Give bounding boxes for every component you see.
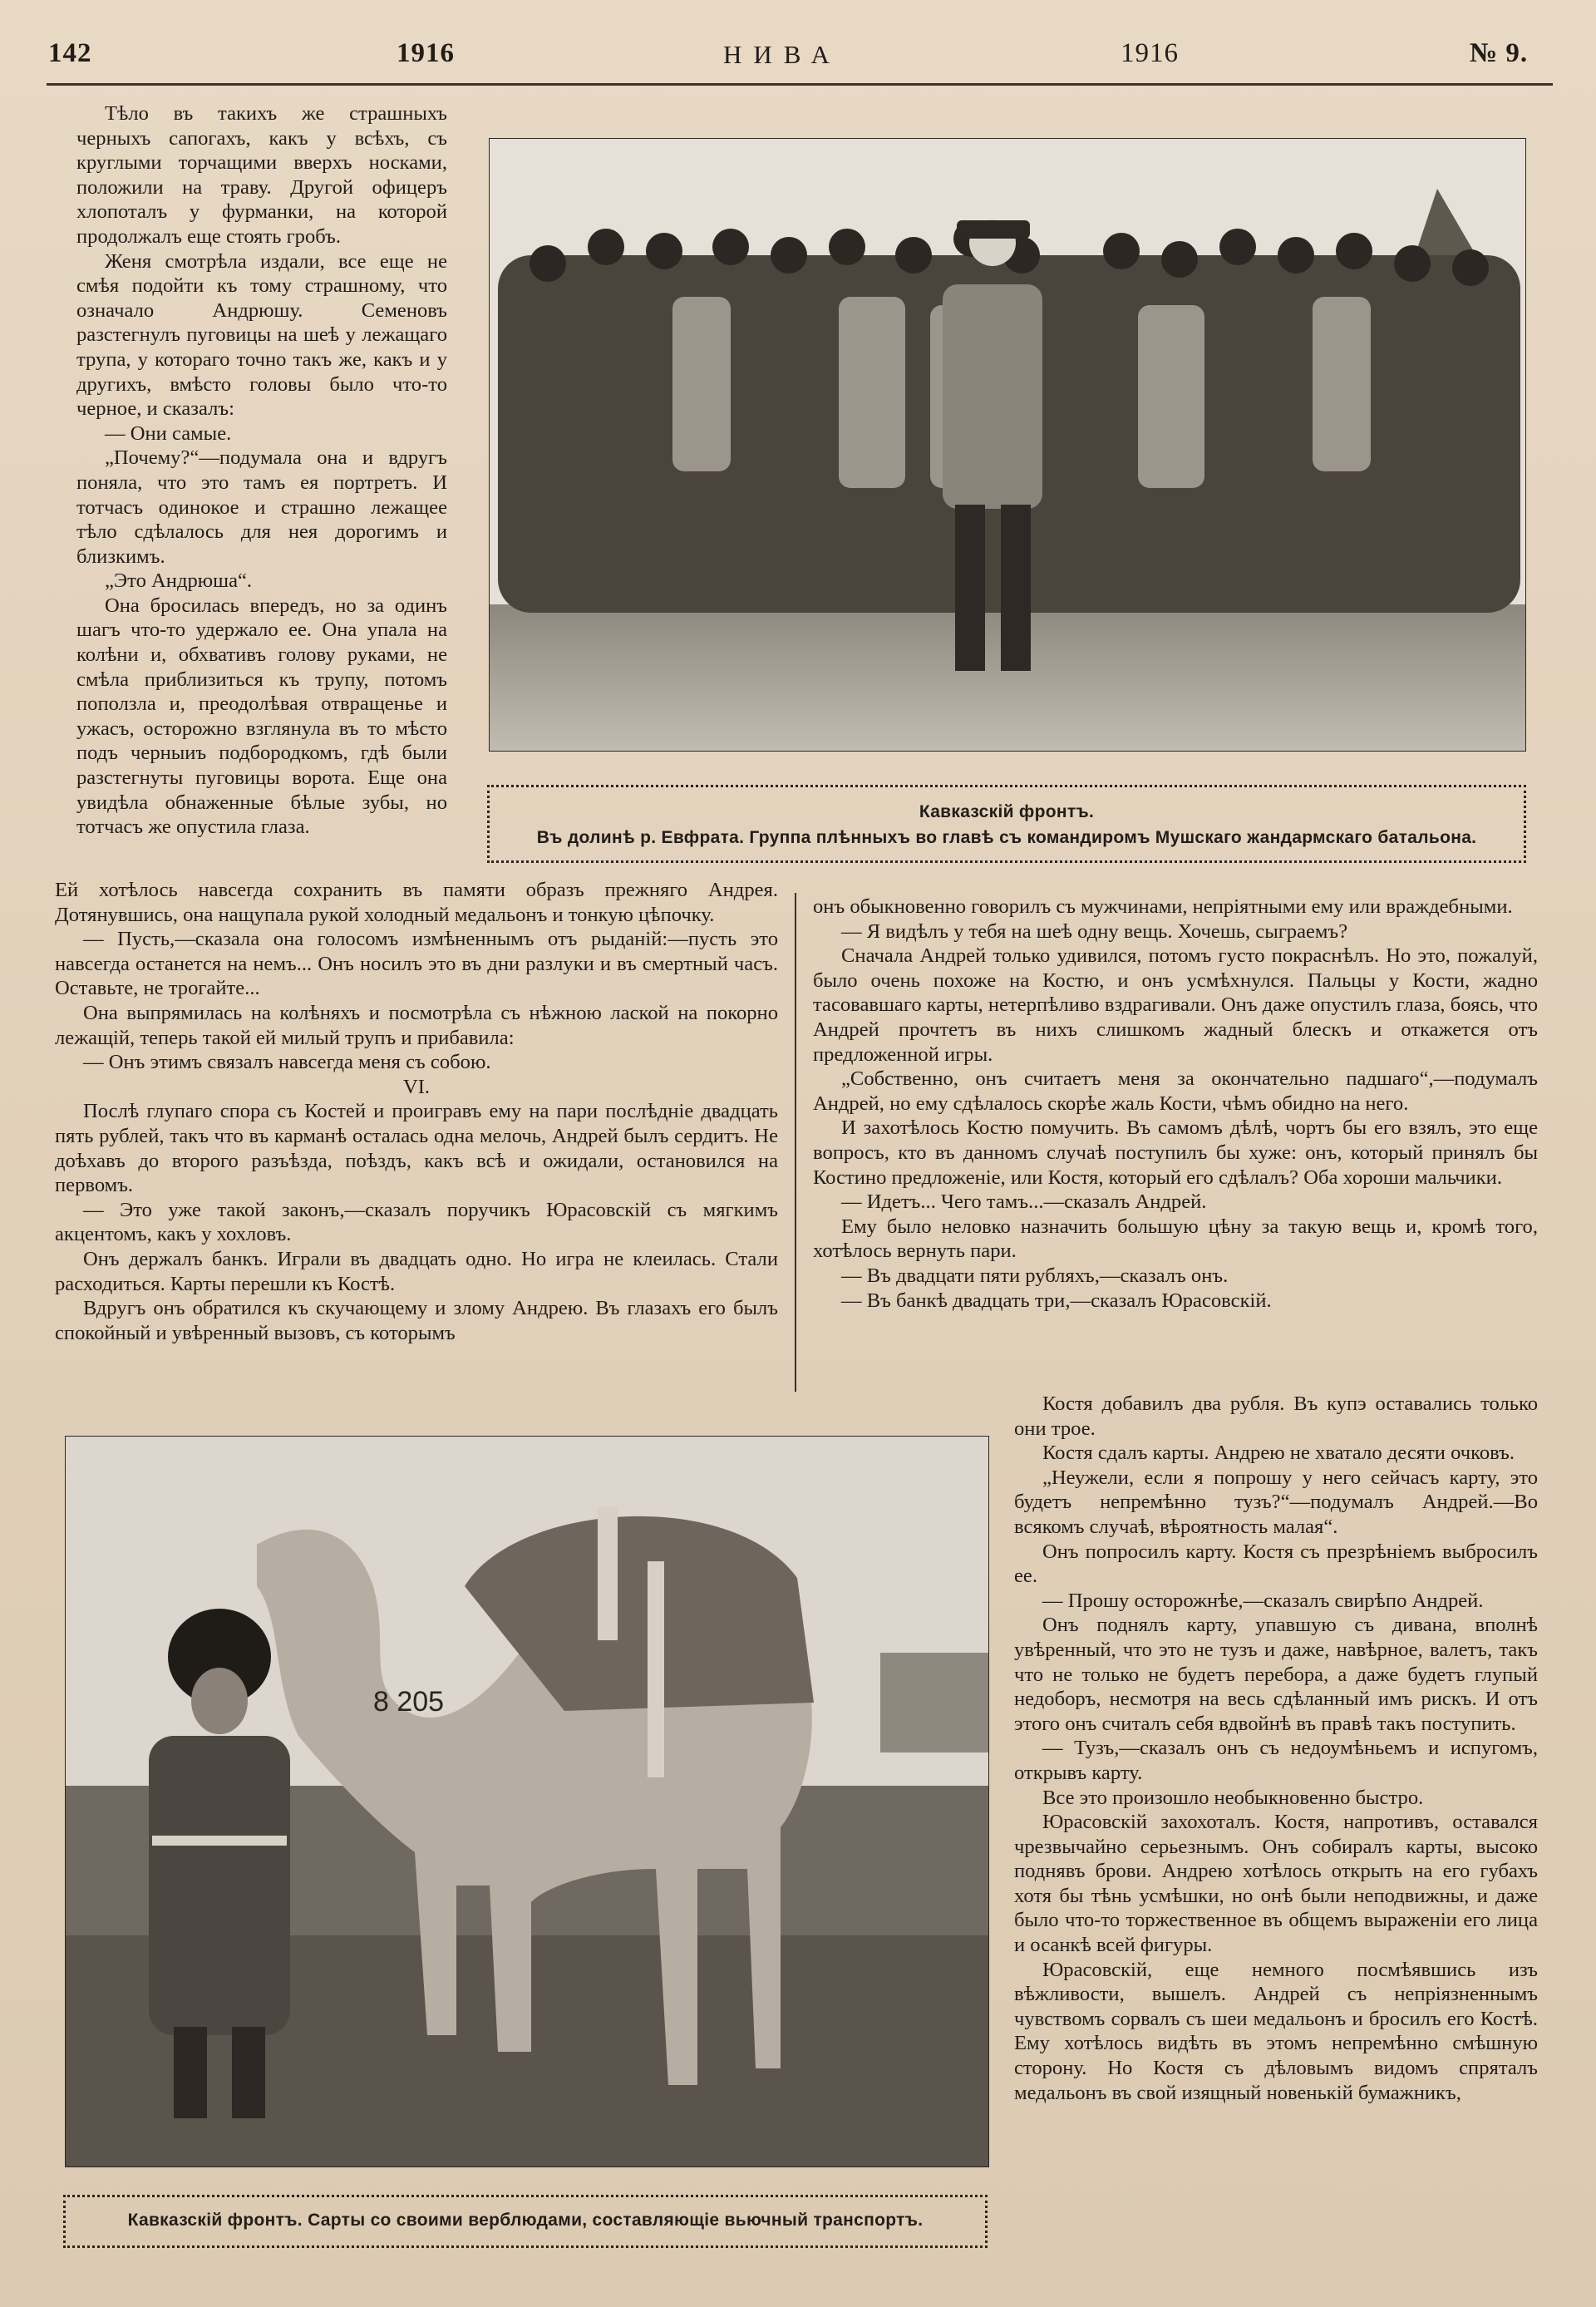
paragraph: Юрасовскій захохоталъ. Костя, напротивъ, оставался чрезвычайно серьезнымъ. Онъ собиралъ карты, высоко поднявъ брови. Андрею хотѣлось открыть на его губахъ хотя бы тѣнь усмѣшки, но онѣ были неподвижны, и даже было что-то торжественное въ общемъ выраженіи его лица и осанкѣ всей фигуры. xyxy=(1014,1811,1538,1957)
caption-top-line2: Въ долинѣ р. Евфрата. Группа плѣнныхъ во главѣ съ командиромъ Мушскаго жандармскаго батальона. xyxy=(536,828,1477,847)
column-left-wide xyxy=(55,878,778,1345)
paragraph: „Собственно, онъ считаетъ меня за окончательно падшаго“,—подумалъ Андрей, но ему сдѣлалось скорѣе жаль Кости, чѣмъ обидно на него. xyxy=(813,1067,1538,1115)
caption-top-line1: Кавказскій фронтъ. xyxy=(919,802,1095,821)
paragraph: Ей хотѣлось навсегда сохранить въ памяти образъ прежняго Андрея. Дотянувшись, она нащупала рукой холодный медальонъ и тонкую цѣпочку. xyxy=(55,879,778,926)
issue-number: № 9. xyxy=(1470,38,1529,68)
paragraph: — Въ двадцати пяти рубляхъ,—сказалъ онъ. xyxy=(841,1264,1229,1287)
photo-camel xyxy=(65,1436,989,2167)
paragraph: „Это Андрюша“. xyxy=(105,569,253,593)
paragraph: — Прошу осторожнѣе,—сказалъ свирѣпо Андрей. xyxy=(1042,1589,1484,1612)
paragraph: Костя добавилъ два рубля. Въ купэ оставались только они трое. xyxy=(1014,1393,1538,1440)
caption-bottom xyxy=(63,2195,988,2248)
page-number: 142 xyxy=(48,38,92,68)
column-right-narrow xyxy=(1014,1392,1538,2105)
photo-prisoners xyxy=(489,138,1526,752)
caption-bottom-line1: Кавказскій фронтъ. Сарты со своими верблюдами, составляющіе вьючный транспортъ. xyxy=(127,2211,924,2230)
paragraph: Она выпрямилась на колѣняхъ и посмотрѣла съ нѣжною лаской на покорно лежащій, теперь такой ей милый трупъ и прибавила: xyxy=(55,1001,778,1049)
paragraph: Онъ поднялъ карту, упавшую съ дивана, вполнѣ увѣренный, что это не тузъ и даже, навѣрное, валетъ, такъ что не только не будетъ перебора, а даже будетъ глупый недоборъ, несмотря на весь сдѣланный имъ рискъ. И отъ этого онъ считалъ себя вдвойнѣ въ правѣ такъ поступить. xyxy=(1014,1614,1538,1735)
paragraph: — Онъ этимъ связалъ навсегда меня съ собою. xyxy=(83,1051,491,1074)
paragraph: Вдругъ онъ обратился къ скучающему и злому Андрею. Въ глазахъ его былъ спокойный и увѣренный вызовъ, съ которымъ xyxy=(55,1297,778,1344)
paragraph: Все это произошло необыкновенно быстро. xyxy=(1042,1786,1424,1809)
paragraph: Сначала Андрей только удивился, потомъ густо покраснѣлъ. Но это, пожалуй, было очень похоже на Костю, и онъ усмѣхнулся. Пальцы у Кости, жадно тасовавшаго карты, нетерпѣливо вздрагивали. Онъ даже опустилъ глаза, боясь, что Андрей прочтетъ въ нихъ слишкомъ жадный блескъ и откажется отъ предложенной игры. xyxy=(813,944,1538,1066)
paragraph: — Они самые. xyxy=(105,421,232,445)
paragraph: — Тузъ,—сказалъ онъ съ недоумѣньемъ и испугомъ, открывъ карту. xyxy=(1014,1737,1538,1784)
paragraph: Онъ держалъ банкъ. Играли въ двадцать одно. Но игра не клеилась. Стали расходиться. Карты перешли къ Костѣ. xyxy=(55,1247,778,1295)
header-year-left: 1916 xyxy=(397,38,455,68)
paragraph: онъ обыкновенно говорилъ съ мужчинами, непріятными ему или враждебными. xyxy=(813,895,1513,918)
masthead-title: НИВА xyxy=(723,40,841,69)
paragraph: „Почему?“—подумала она и вдругъ поняла, что это тамъ ея портретъ. И тотчасъ одинокое и страшно лежащее тѣло сдѣлалось для нея дорогимъ и близкимъ. xyxy=(76,446,447,568)
column-rule xyxy=(795,893,796,1392)
paragraph: Она бросилась впередъ, но за одинъ шагъ что-то удержало ее. Она упала на колѣни и, обхвативъ голову руками, не смѣла приблизиться къ трупу, потомъ поползла и, преодолѣвая отвращенье и ужасъ, осторожно взглянула въ то мѣсто подъ черныиъ подбородкомъ, гдѣ были разстегнуты пуговицы ворота. Еще она увидѣла обнаженные бѣлые зубы, но тотчасъ же опустила глаза. xyxy=(76,594,447,839)
paragraph: Онъ попросилъ карту. Костя съ презрѣніемъ выбросилъ ее. xyxy=(1014,1540,1538,1588)
paragraph: Послѣ глупаго спора съ Костей и проигравъ ему на пари послѣдніе двадцать пять рублей, такъ что въ карманѣ осталась одна мелочь, Андрей былъ сердитъ. Не доѣхавъ до второго разъѣзда, поѣздъ, какъ всѣ и ожидали, остановился на первомъ. xyxy=(55,1100,778,1197)
paragraph: Ему было неловко назначить большую цѣну за такую вещь и, кромѣ того, хотѣлось вернуть пари. xyxy=(813,1215,1538,1263)
column-right-mid xyxy=(813,895,1538,1313)
paragraph: И захотѣлось Костю помучить. Въ самомъ дѣлѣ, чортъ бы его взялъ, это еще вопросъ, кто въ данномъ случаѣ поступилъ бы хуже: онъ, который принялъ бы Костино предложеніе, или Костя, который его сдѣлалъ? Оба хороши мальчики. xyxy=(813,1117,1538,1189)
section-number: VI. xyxy=(402,1075,431,1098)
paragraph: — Идетъ... Чего тамъ...—сказалъ Андрей. xyxy=(841,1190,1207,1214)
photo-camel-drawing xyxy=(66,1437,988,2167)
paragraph: Женя смотрѣла издали, все еще не смѣя подойти къ тому страшному, что означало Андрюшу. Семеновъ разстегнулъ пуговицы на шеѣ у лежащаго трупа, у котораго точно такъ же, какъ и у другихъ, вмѣсто головы было что-то черное, и сказалъ: xyxy=(76,249,447,421)
photo-prisoners-drawing xyxy=(490,139,1525,751)
camel-marking: 8 205 xyxy=(373,1686,445,1718)
paragraph: „Неужели, если я попрошу у него сейчасъ карту, это будетъ непремѣнно тузъ?“—подумалъ Андрей.—Во всякомъ случаѣ, вѣроятность малая“. xyxy=(1014,1466,1538,1538)
paragraph: Тѣло въ такихъ же страшныхъ черныхъ сапогахъ, какъ у всѣхъ, съ круглыми торчащими вверхъ носками, положили на траву. Другой офицеръ хлопоталъ у фурманки, на которой продолжалъ еще стоять гробъ. xyxy=(76,102,447,248)
paragraph: — Въ банкѣ двадцать три,—сказалъ Юрасовскій. xyxy=(841,1289,1272,1312)
paragraph: Юрасовскій, еще немного посмѣявшись изъ вѣжливости, вышелъ. Андрей съ непріязненнымъ чувствомъ сорвалъ съ шеи медальонъ и бросилъ его Костѣ. Ему хотѣлось видѣть въ этомъ непремѣнно смѣшную сторону. Но Костя съ дѣловымъ видомъ спряталъ медальонъ въ свой изящный новенькій бумажникъ, xyxy=(1014,1958,1538,2104)
paragraph: — Пусть,—сказала она голосомъ измѣненнымъ отъ рыданій:—пусть это навсегда останется на немъ... Онъ носилъ это въ дни разлуки и въ смертный часъ. Оставьте, не трогайте... xyxy=(55,928,778,1000)
column-left-top xyxy=(76,101,447,840)
paragraph: — Это уже такой законъ,—сказалъ поручикъ Юрасовскій съ мягкимъ акцентомъ, какъ у хохловъ. xyxy=(55,1198,778,1246)
header-rule xyxy=(47,83,1553,86)
paragraph: Костя сдалъ карты. Андрею не хватало десяти очковъ. xyxy=(1042,1442,1515,1465)
paragraph: — Я видѣлъ у тебя на шеѣ одну вещь. Хочешь, сыграемъ? xyxy=(841,919,1348,943)
header-year-right: 1916 xyxy=(1121,38,1179,68)
caption-top xyxy=(487,785,1526,863)
